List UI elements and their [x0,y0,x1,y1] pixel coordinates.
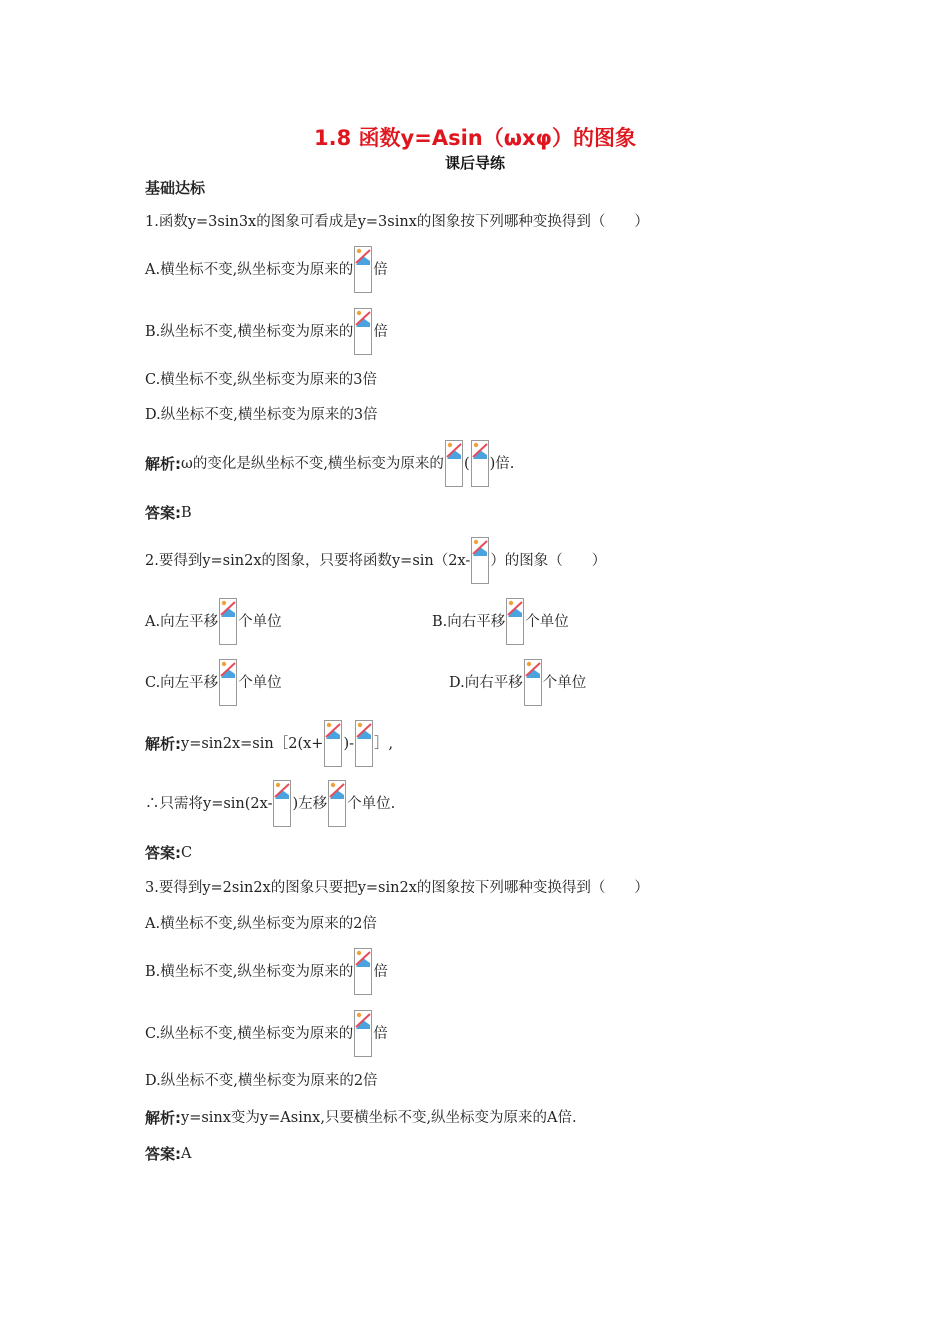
q2-analysis-text: y=sin2x=sin［2(x+ [181,735,324,752]
q2-stem-suffix: ）的图象（ ） [490,552,607,569]
q3-answer-value: A [181,1146,192,1162]
broken-image-icon [445,440,463,487]
q2-analysis-mid: )- [343,735,354,752]
q3-option-b-text: B.横坐标不变,纵坐标变为原来的 [145,963,354,980]
q3-stem: 3.要得到y=2sin2x的图象只要把y=sin2x的图象按下列哪种变换得到（ ） [145,880,649,896]
broken-image-icon [355,720,373,767]
answer-label: 答案: [145,844,181,862]
q2-option-d-suffix: 个单位 [542,674,587,691]
q2-option-d [449,659,586,706]
q3-option-a: A.横坐标不变,纵坐标变为原来的2倍 [145,916,377,932]
q3-option-b [145,948,388,995]
q3-option-d: D.纵坐标不变,横坐标变为原来的2倍 [145,1073,378,1089]
q2-analysis [145,720,393,767]
q3-analysis-text: y=sinx变为y=Asinx,只要横坐标不变,纵坐标变为原来的A倍. [181,1110,577,1126]
q1-option-a-suffix: 倍 [373,261,388,278]
q2-option-a-text: A.向左平移 [145,613,219,630]
q2-options-ab [145,598,925,645]
analysis-label: 解析: [145,734,181,753]
q2-answer [145,843,192,863]
q3-analysis [145,1108,577,1128]
q2-therefore-text: ∴只需将y=sin(2x- [145,795,273,812]
broken-image-glyph [355,1011,371,1031]
q2-analysis-suffix: ］, [374,735,394,752]
broken-image-icon [524,659,542,706]
q3-option-c-suffix: 倍 [373,1025,388,1042]
q2-option-c-text: C.向左平移 [145,674,219,691]
page-title: 1.8 函数y=Asin（ωxφ）的图象 [314,126,636,150]
broken-image-icon [324,720,342,767]
answer-label: 答案: [145,1145,181,1163]
analysis-label: 解析: [145,454,181,473]
broken-image-glyph [525,660,541,680]
q1-stem: 1.函数y=3sin3x的图象可看成是y=3sinx的图象按下列哪种变换得到（ ） [145,214,649,230]
q2-option-b-text: B.向右平移 [432,613,506,630]
q1-analysis-text: ω的变化是纵坐标不变,横坐标变为原来的 [181,455,444,472]
broken-image-icon [219,659,237,706]
q1-option-c: C.横坐标不变,纵坐标变为原来的3倍 [145,372,378,388]
broken-image-glyph [472,538,488,558]
q2-therefore-mid: )左移 [292,795,328,812]
broken-image-icon [354,246,372,293]
broken-image-icon [354,1010,372,1057]
broken-image-icon [354,948,372,995]
broken-image-glyph [274,781,290,801]
broken-image-glyph [355,309,371,329]
broken-image-glyph [356,721,372,741]
q1-option-b-suffix: 倍 [373,323,388,340]
broken-image-icon [354,308,372,355]
q3-option-c [145,1010,388,1057]
broken-image-glyph [472,441,488,461]
q1-option-a [145,246,388,293]
broken-image-glyph [507,599,523,619]
broken-image-glyph [220,660,236,680]
q2-option-b [432,598,569,645]
broken-image-icon [273,780,291,827]
q3-option-b-suffix: 倍 [373,963,388,980]
q2-options-cd [145,659,925,706]
q2-answer-value: C [181,845,193,861]
answer-label: 答案: [145,504,181,522]
broken-image-glyph [325,721,341,741]
q3-answer [145,1144,191,1164]
page-subtitle: 课后导练 [444,154,505,172]
broken-image-icon [328,780,346,827]
q2-option-d-text: D.向右平移 [449,674,523,691]
analysis-label: 解析: [145,1109,181,1127]
q2-option-b-suffix: 个单位 [525,613,569,630]
q1-analysis-mid: ( [463,455,470,472]
q2-therefore-suffix: 个单位. [347,795,396,812]
broken-image-icon [471,440,489,487]
q1-option-d: D.纵坐标不变,横坐标变为原来的3倍 [145,407,378,423]
broken-image-glyph [329,781,345,801]
q1-analysis [145,440,514,487]
broken-image-glyph [446,441,462,461]
broken-image-glyph [355,247,371,267]
broken-image-glyph [220,599,236,619]
q1-option-b [145,308,388,355]
q2-stem [145,537,606,584]
q1-option-b-text: B.纵坐标不变,横坐标变为原来的 [145,323,354,340]
q2-option-a-suffix: 个单位 [238,613,282,630]
q1-answer-value: B [181,505,192,521]
q3-option-c-text: C.纵坐标不变,横坐标变为原来的 [145,1025,354,1042]
broken-image-icon [219,598,237,645]
broken-image-glyph [355,949,371,969]
q1-analysis-suffix: )倍. [489,455,515,472]
broken-image-icon [506,598,524,645]
q2-therefore [145,780,395,827]
broken-image-icon [471,537,489,584]
q2-stem-text: 2.要得到y=sin2x的图象，只要将函数y=sin（2x- [145,552,471,569]
q1-option-a-text: A.横坐标不变,纵坐标变为原来的 [145,261,354,278]
q2-option-c-suffix: 个单位 [238,674,282,691]
q1-answer [145,503,192,523]
section-heading: 基础达标 [145,179,206,197]
